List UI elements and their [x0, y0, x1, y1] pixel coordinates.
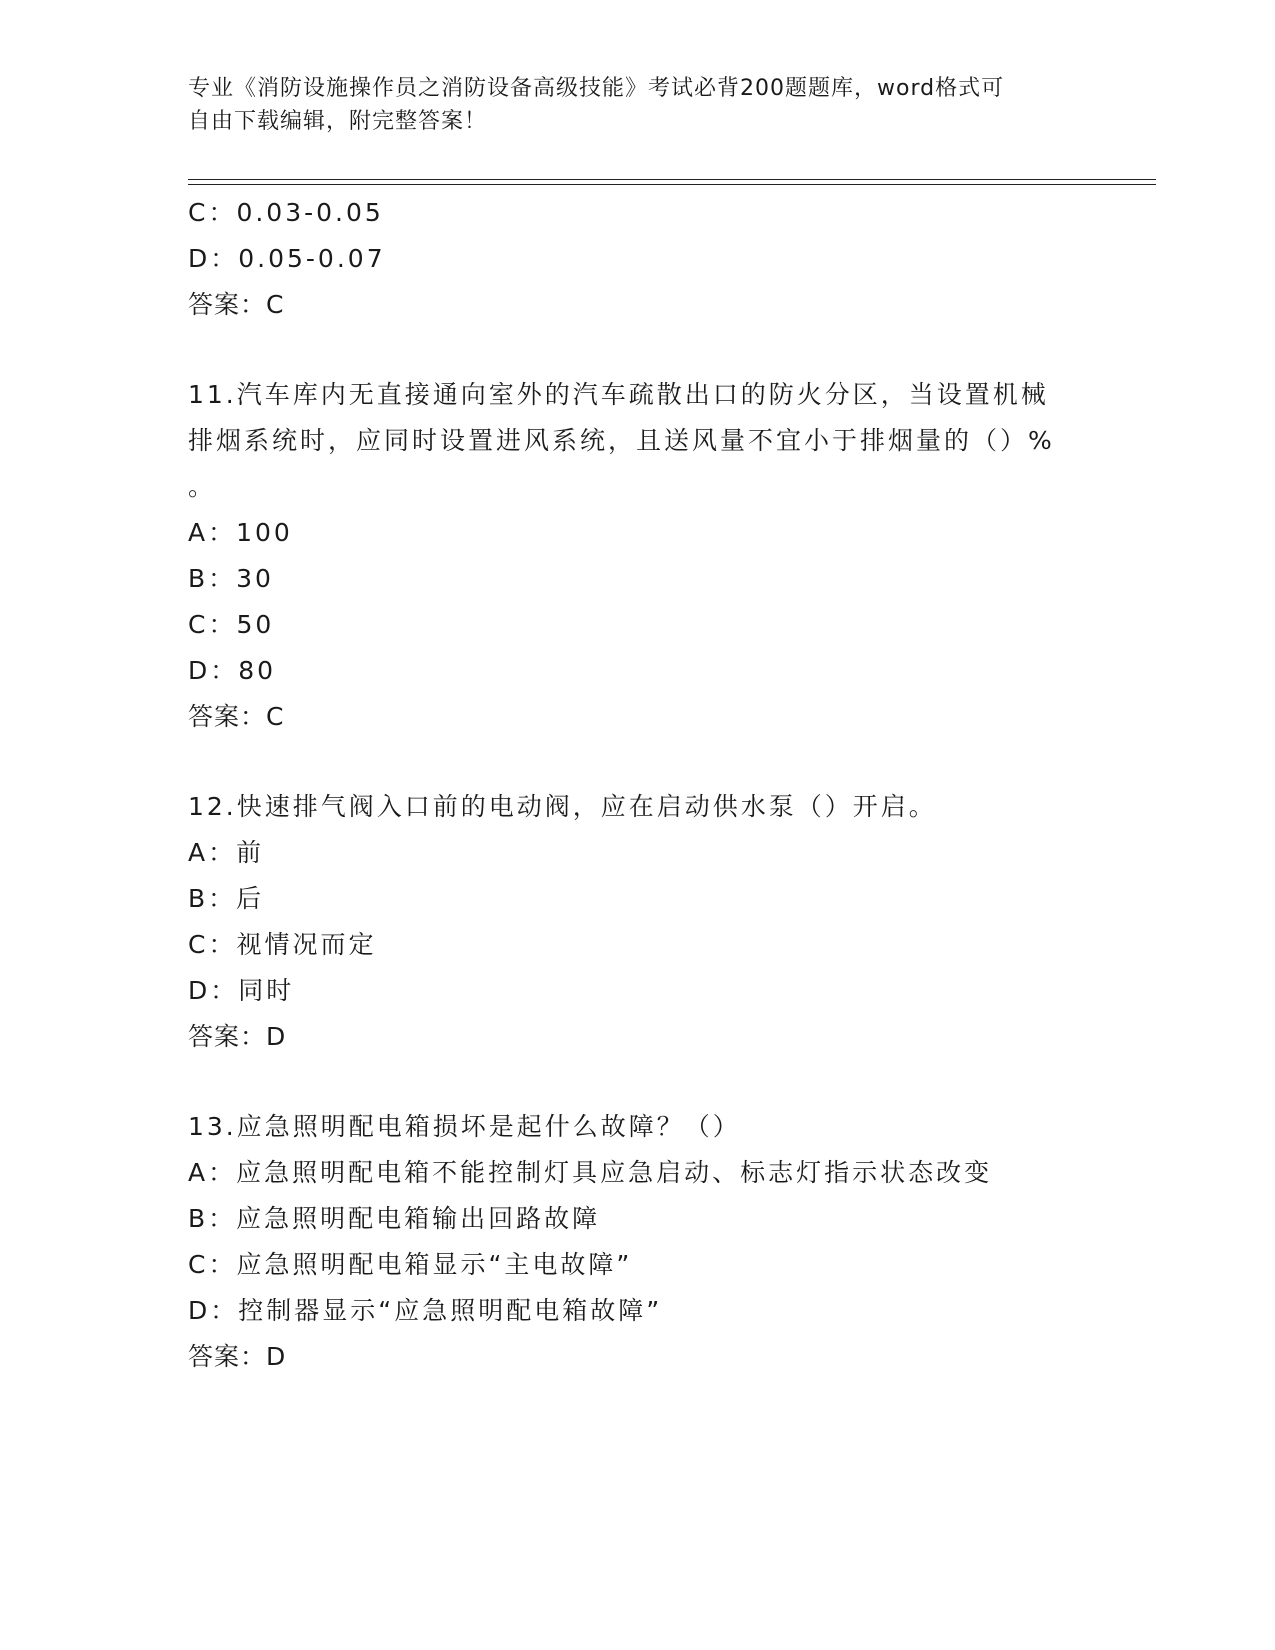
question-stem-line: 11.汽车库内无直接通向室外的汽车疏散出口的防火分区，当设置机械	[188, 380, 1049, 409]
question-block-13	[188, 1104, 1088, 1380]
option-b: B：后	[188, 884, 265, 913]
answer-line: 答案：D	[188, 1342, 287, 1371]
question-list	[188, 190, 1088, 1380]
option-b: B：30	[188, 564, 274, 593]
option-c: C：视情况而定	[188, 930, 377, 959]
header-divider-bottom	[188, 184, 1156, 185]
answer-line: 答案：C	[188, 702, 285, 731]
question-block-12	[188, 784, 1088, 1060]
answer-line: 答案：C	[188, 290, 285, 319]
option-c: C：50	[188, 610, 275, 639]
header-line-2: 自由下载编辑，附完整答案！	[188, 109, 488, 134]
option-b: B：应急照明配电箱输出回路故障	[188, 1204, 601, 1233]
option-a: A：应急照明配电箱不能控制灯具应急启动、标志灯指示状态改变	[188, 1158, 993, 1187]
question-block-11	[188, 372, 1088, 740]
question-block-10	[188, 190, 1088, 328]
option-c: C：0.03-0.05	[188, 198, 384, 227]
question-stem-line: 。	[188, 472, 217, 501]
option-d: D：控制器显示“应急照明配电箱故障”	[188, 1296, 663, 1325]
option-d: D：0.05-0.07	[188, 244, 386, 273]
option-a: A：100	[188, 518, 293, 547]
option-d: D：同时	[188, 976, 295, 1005]
document-header	[188, 72, 1088, 138]
option-d: D：80	[188, 656, 277, 685]
question-stem-line: 12.快速排气阀入口前的电动阀，应在启动供水泵（）开启。	[188, 792, 937, 821]
option-c: C：应急照明配电箱显示“主电故障”	[188, 1250, 633, 1279]
answer-line: 答案：D	[188, 1022, 287, 1051]
header-line-1: 专业《消防设施操作员之消防设备高级技能》考试必背200题题库，word格式可	[188, 76, 1005, 101]
question-stem-line: 13.应急照明配电箱损坏是起什么故障？（）	[188, 1112, 741, 1141]
option-a: A：前	[188, 838, 265, 867]
question-stem-line: 排烟系统时，应同时设置进风系统，且送风量不宜小于排烟量的（）%	[188, 426, 1055, 455]
header-divider-top	[188, 179, 1156, 180]
